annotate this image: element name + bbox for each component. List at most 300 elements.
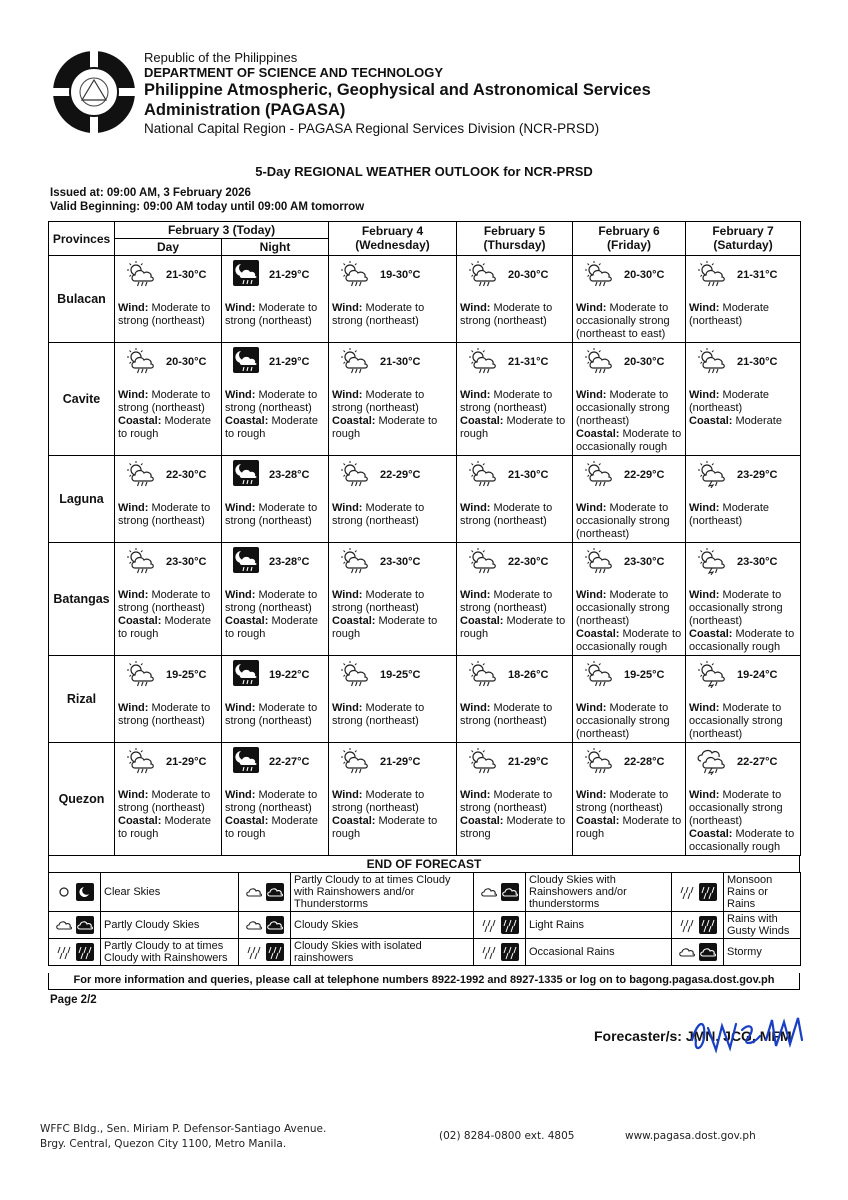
legend-icons [474,873,526,912]
wind-label: Wind: [332,702,363,714]
coastal-label: Coastal: [118,615,162,627]
coastal-value: Moderate to rough [332,615,438,640]
forecast-cell [329,256,457,343]
wind-value: Moderate to strong (northeast) [332,502,425,527]
partly-cloudy-rainshowers-day-icon [126,460,156,488]
partly-cloudy-thunderstorms-day-icon [697,547,727,575]
wind-info [225,389,326,415]
wind-label: Wind: [689,702,720,714]
wind-value: Moderate to strong (northeast) [460,789,553,814]
partly-cloudy-rainshowers-day-icon [697,260,727,288]
wind-value: Moderate to occasionally strong (northeast to east) [576,302,670,340]
coastal-label: Coastal: [460,815,504,827]
coastal-info [225,615,326,641]
wind-label: Wind: [225,302,256,314]
forecast-cell [573,456,686,543]
temperature-range: 23-30°C [380,556,421,568]
footer-website: www.pagasa.dost.gov.ph [625,1130,756,1142]
wind-label: Wind: [332,302,363,314]
wind-label: Wind: [118,702,149,714]
province-row [49,343,801,456]
wind-label: Wind: [332,589,363,601]
province-row [49,656,801,743]
partly-cloudy-rainshowers-day-icon [340,347,370,375]
wind-value: Moderate to strong (northeast) [118,789,211,814]
legend-icons [672,912,724,939]
temperature-range: 23-28°C [269,469,310,481]
partly-cloudy-rainshowers-day-icon [584,260,614,288]
forecasters: Forecaster/s: JMN, JCG, MFM [594,1028,792,1044]
coastal-label: Coastal: [332,615,376,627]
footer-phone: (02) 8284-0800 ext. 4805 [439,1130,575,1142]
forecast-cell [573,743,686,856]
temperature-range: 19-25°C [166,669,207,681]
temperature-range: 23-30°C [737,556,778,568]
partly-cloudy-day-icon [55,916,73,934]
forecast-cell [222,343,329,456]
wind-label: Wind: [118,302,149,314]
coastal-value: Moderate to rough [460,615,566,640]
monsoon-rain-day-icon [678,883,696,901]
wind-value: Moderate to occasionally strong (northeast) [576,702,670,740]
province-row [49,256,801,343]
wind-label: Wind: [118,502,149,514]
wind-value: Moderate to strong (northeast) [118,389,211,414]
forecast-cell [457,456,573,543]
forecast-cell [222,656,329,743]
coastal-label: Coastal: [689,628,733,640]
coastal-label: Coastal: [460,615,504,627]
forecast-cell [115,456,222,543]
partly-cloudy-thunderstorm-night-icon [266,883,284,901]
partly-cloudy-thunderstorm-day-icon [245,883,263,901]
province-name: Bulacan [49,256,115,343]
wind-value: Moderate to occasionally strong (northeast) [576,589,670,627]
wind-value: Moderate to strong (northeast) [332,302,425,327]
partly-cloudy-rain-night-icon [76,943,94,961]
temperature-range: 20-30°C [166,356,207,368]
temperature-range: 22-28°C [624,756,665,768]
wind-value: Moderate to strong (northeast) [332,789,425,814]
wind-value: Moderate to occasionally strong (northeast) [689,702,783,740]
temperature-range: 21-30°C [166,269,207,281]
wind-label: Wind: [460,702,491,714]
coastal-value: Moderate to occasionally rough [689,828,795,853]
end-of-forecast: END OF FORECAST [48,855,800,873]
wind-value: Moderate to strong (northeast) [460,389,553,414]
temperature-range: 21-30°C [508,469,549,481]
legend-label: Cloudy Skies with Rainshowers and/or thunderstorms [526,873,672,912]
today-night-header: Night [222,239,329,256]
coastal-info [576,628,683,654]
wind-value: Moderate to strong (northeast) [460,589,553,614]
wind-label: Wind: [689,589,720,601]
temperature-range: 21-29°C [380,756,421,768]
partly-cloudy-rainshowers-day-icon [340,460,370,488]
letterhead [48,46,808,146]
legend-icons [49,873,101,912]
wind-label: Wind: [576,502,607,514]
wind-info [332,789,454,815]
wind-label: Wind: [576,389,607,401]
coastal-value: Moderate to rough [118,415,211,440]
wind-label: Wind: [332,789,363,801]
wind-info [576,789,683,815]
coastal-label: Coastal: [225,415,269,427]
coastal-info [118,815,219,841]
wind-info [576,589,683,628]
wind-label: Wind: [576,789,607,801]
wind-info [689,789,798,828]
forecast-table [48,221,801,856]
coastal-info [460,815,570,841]
forecast-cell [457,256,573,343]
forecast-cell [686,543,801,656]
wind-info [118,389,219,415]
signature [686,1010,816,1060]
legend-icons [239,912,291,939]
address-line-2: Brgy. Central, Quezon City 1100, Metro Manila. [40,1138,287,1150]
coastal-info [118,615,219,641]
valid-period: Valid Beginning: 09:00 AM today until 09:00 AM tomorrow [50,201,365,213]
legend-label: Monsoon Rains or Rains [724,873,801,912]
wind-value: Moderate to strong (northeast) [118,589,211,614]
wind-label: Wind: [576,702,607,714]
legend-label: Light Rains [526,912,672,939]
organization-block [144,50,651,138]
partly-cloudy-rainshowers-day-icon [584,547,614,575]
legend-label: Stormy [724,939,801,966]
coastal-value: Moderate to rough [118,615,211,640]
legend-row [49,939,801,966]
legend-label: Partly Cloudy to at times Cloudy with Rainshowers and/or Thunderstorms [291,873,474,912]
temperature-range: 23-30°C [624,556,665,568]
coastal-label: Coastal: [225,815,269,827]
forecast-cell [115,543,222,656]
light-rain-day-icon [480,916,498,934]
coastal-value: Moderate to strong [460,815,566,840]
partly-cloudy-rainshowers-day-icon [468,347,498,375]
partly-cloudy-rainshowers-day-icon [697,347,727,375]
wind-value: Moderate to occasionally strong (northeast) [576,389,670,427]
province-row [49,456,801,543]
legend-table [48,872,801,966]
wind-value: Moderate to strong (northeast) [225,502,318,527]
provinces-header: Provinces [49,222,115,256]
wind-value: Moderate to strong (northeast) [225,702,318,727]
division-line: National Capital Region - PAGASA Regional Services Division (NCR-PRSD) [144,121,600,136]
coastal-info [332,615,454,641]
partly-cloudy-rainshowers-day-icon [126,747,156,775]
forecast-cell [573,256,686,343]
wind-info [576,389,683,428]
wind-label: Wind: [576,302,607,314]
partly-cloudy-thunderstorms-day-icon [697,460,727,488]
legend-row [49,912,801,939]
partly-cloudy-rainshowers-night-icon [233,347,259,373]
temperature-range: 21-31°C [508,356,549,368]
partly-cloudy-rainshowers-day-icon [340,260,370,288]
wind-label: Wind: [689,389,720,401]
coastal-value: Moderate to rough [118,815,211,840]
partly-cloudy-rainshowers-day-icon [584,460,614,488]
coastal-label: Coastal: [576,815,620,827]
wind-info [225,502,326,528]
footer-address [40,1122,326,1152]
temperature-range: 19-25°C [624,669,665,681]
wind-value: Moderate (northeast) [689,389,770,414]
monsoon-rain-night-icon [699,883,717,901]
wind-value: Moderate to strong (northeast) [460,702,553,727]
wind-label: Wind: [460,389,491,401]
partly-cloudy-thunderstorms-day-icon [697,660,727,688]
occasional-rain-night-icon [501,943,519,961]
wind-label: Wind: [225,502,256,514]
coastal-info [225,815,326,841]
temperature-range: 20-30°C [624,269,665,281]
temperature-range: 19-24°C [737,669,778,681]
wind-value: Moderate (northeast) [689,502,770,527]
forecast-cell [686,743,801,856]
partly-cloudy-rainshowers-day-icon [126,260,156,288]
legend-label: Cloudy Skies [291,912,474,939]
wind-value: Moderate to strong (northeast) [332,389,425,414]
wind-value: Moderate to occasionally strong (northeast) [576,502,670,540]
wind-value: Moderate to occasionally strong (northeast) [689,589,783,627]
temperature-range: 21-29°C [269,269,310,281]
wind-label: Wind: [118,589,149,601]
wind-value: Moderate to strong (northeast) [332,702,425,727]
wind-label: Wind: [689,302,720,314]
wind-label: Wind: [576,589,607,601]
forecast-cell [573,343,686,456]
coastal-info [460,615,570,641]
coastal-value: Moderate to rough [332,815,438,840]
wind-value: Moderate to strong (northeast) [460,502,553,527]
wind-info [118,502,219,528]
gusty-rain-day-icon [678,916,696,934]
province-row [49,543,801,656]
wind-info [689,702,798,741]
agency-line-2: Administration (PAGASA) [144,101,346,119]
temperature-range: 22-27°C [737,756,778,768]
wind-label: Wind: [225,789,256,801]
wind-info [460,502,570,528]
temperature-range: 21-31°C [737,269,778,281]
forecast-cell [573,656,686,743]
wind-info [460,702,570,728]
coastal-value: Moderate to rough [225,415,318,440]
partly-cloudy-rainshowers-night-icon [233,547,259,573]
wind-value: Moderate to strong (northeast) [225,389,318,414]
wind-value: Moderate to strong (northeast) [225,789,318,814]
province-name: Laguna [49,456,115,543]
wind-info [332,589,454,615]
wind-info [576,302,683,341]
legend-icons [49,912,101,939]
wind-info [689,302,798,328]
partly-cloudy-rainshowers-night-icon [233,660,259,686]
day-header-3: February 6 (Friday) [573,222,686,256]
light-rain-night-icon [501,916,519,934]
legend-icons [239,873,291,912]
temperature-range: 18-26°C [508,669,549,681]
coastal-value: Moderate to rough [332,415,438,440]
forecast-cell [115,343,222,456]
legend-icons [672,873,724,912]
forecast-cell [329,656,457,743]
wind-label: Wind: [689,789,720,801]
forecast-cell [686,456,801,543]
temperature-range: 20-30°C [508,269,549,281]
wind-info [118,702,219,728]
agency-line-1: Philippine Atmospheric, Geophysical and Astronomical Services [144,81,651,99]
wind-value: Moderate to strong (northeast) [225,302,318,327]
temperature-range: 21-29°C [269,356,310,368]
forecast-cell [686,256,801,343]
province-name: Cavite [49,343,115,456]
contact-info: For more information and queries, please call at telephone numbers 8922-1992 and 8927-1335 or log on to bagong.pagasa.dost.gov.ph [48,973,800,990]
partly-cloudy-rainshowers-night-icon [233,747,259,773]
day-header-2: February 5 (Thursday) [457,222,573,256]
province-name: Batangas [49,543,115,656]
wind-info [118,789,219,815]
temperature-range: 23-28°C [269,556,310,568]
wind-label: Wind: [118,789,149,801]
forecast-cell [222,456,329,543]
wind-value: Moderate to occasionally strong (northeast) [689,789,783,827]
wind-info [332,502,454,528]
coastal-label: Coastal: [689,415,733,427]
coastal-value: Moderate to occasionally rough [689,628,795,653]
partly-cloudy-rainshowers-day-icon [126,660,156,688]
coastal-info [332,815,454,841]
forecast-cell [457,343,573,456]
legend-label: Rains with Gusty Winds [724,912,801,939]
wind-info [460,302,570,328]
partly-cloudy-rainshowers-night-icon [233,260,259,286]
partly-cloudy-rainshowers-day-icon [126,547,156,575]
forecast-cell [222,543,329,656]
partly-cloudy-night-icon [76,916,94,934]
partly-cloudy-rain-day-icon [55,943,73,961]
wind-label: Wind: [460,789,491,801]
day-header-1: February 4 (Wednesday) [329,222,457,256]
wind-info [225,789,326,815]
wind-value: Moderate to strong (northeast) [332,589,425,614]
coastal-value: Moderate to rough [576,815,682,840]
forecast-cell [115,256,222,343]
wind-value: Moderate to strong (northeast) [118,502,211,527]
wind-label: Wind: [118,389,149,401]
wind-info [576,702,683,741]
temperature-range: 19-22°C [269,669,310,681]
coastal-info [576,815,683,841]
forecast-cell [115,656,222,743]
cloudy-night-icon [266,916,284,934]
wind-value: Moderate (northeast) [689,302,770,327]
legend-label: Partly Cloudy Skies [101,912,239,939]
legend-label: Partly Cloudy to at times Cloudy with Rainshowers [101,939,239,966]
wind-info [689,389,798,415]
sun-icon [55,883,73,901]
legend-icons [239,939,291,966]
coastal-info [332,415,454,441]
coastal-value: Moderate to rough [460,415,566,440]
coastal-info [689,828,798,854]
legend-label: Occasional Rains [526,939,672,966]
temperature-range: 22-30°C [166,469,207,481]
legend-icons [49,939,101,966]
wind-label: Wind: [460,589,491,601]
legend-icons [474,939,526,966]
partly-cloudy-rainshowers-day-icon [468,260,498,288]
wind-info [689,502,798,528]
cloudy-thunderstorm-day-icon [480,883,498,901]
coastal-label: Coastal: [576,628,620,640]
coastal-label: Coastal: [689,828,733,840]
temperature-range: 22-30°C [508,556,549,568]
partly-cloudy-rainshowers-day-icon [584,347,614,375]
temperature-range: 22-29°C [380,469,421,481]
pagasa-logo [52,50,136,134]
wind-info [332,702,454,728]
day-header-4: February 7 (Saturday) [686,222,801,256]
partly-cloudy-rainshowers-day-icon [468,660,498,688]
temperature-range: 21-30°C [737,356,778,368]
coastal-info [689,628,798,654]
legend-label: Cloudy Skies with isolated rainshowers [291,939,474,966]
issued-at: Issued at: 09:00 AM, 3 February 2026 [50,187,251,199]
cloudy-isolated-rain-day-icon [245,943,263,961]
temperature-range: 19-30°C [380,269,421,281]
coastal-label: Coastal: [225,615,269,627]
partly-cloudy-rainshowers-day-icon [340,660,370,688]
legend-icons [672,939,724,966]
cloudy-thunderstorms-icon [697,747,727,775]
temperature-range: 22-27°C [269,756,310,768]
coastal-info [460,415,570,441]
gusty-rain-night-icon [699,916,717,934]
coastal-info [118,415,219,441]
wind-info [460,589,570,615]
partly-cloudy-rainshowers-day-icon [584,747,614,775]
forecast-cell [686,343,801,456]
address-line-1: WFFC Bldg., Sen. Miriam P. Defensor-Santiago Avenue. [40,1123,327,1135]
partly-cloudy-rainshowers-day-icon [468,547,498,575]
legend-row [49,873,801,912]
wind-value: Moderate to strong (northeast) [225,589,318,614]
wind-label: Wind: [225,702,256,714]
coastal-value: Moderate to occasionally rough [576,428,682,453]
wind-info [118,302,219,328]
occasional-rain-day-icon [480,943,498,961]
coastal-info [576,428,683,454]
forecast-cell [115,743,222,856]
today-header: February 3 (Today) [115,222,329,239]
wind-info [689,589,798,628]
wind-label: Wind: [460,302,491,314]
forecast-cell [329,456,457,543]
wind-label: Wind: [332,389,363,401]
temperature-range: 22-29°C [624,469,665,481]
wind-value: Moderate to strong (northeast) [118,702,211,727]
temperature-range: 23-29°C [737,469,778,481]
partly-cloudy-rainshowers-day-icon [126,347,156,375]
wind-label: Wind: [225,389,256,401]
coastal-label: Coastal: [118,415,162,427]
wind-info [118,589,219,615]
